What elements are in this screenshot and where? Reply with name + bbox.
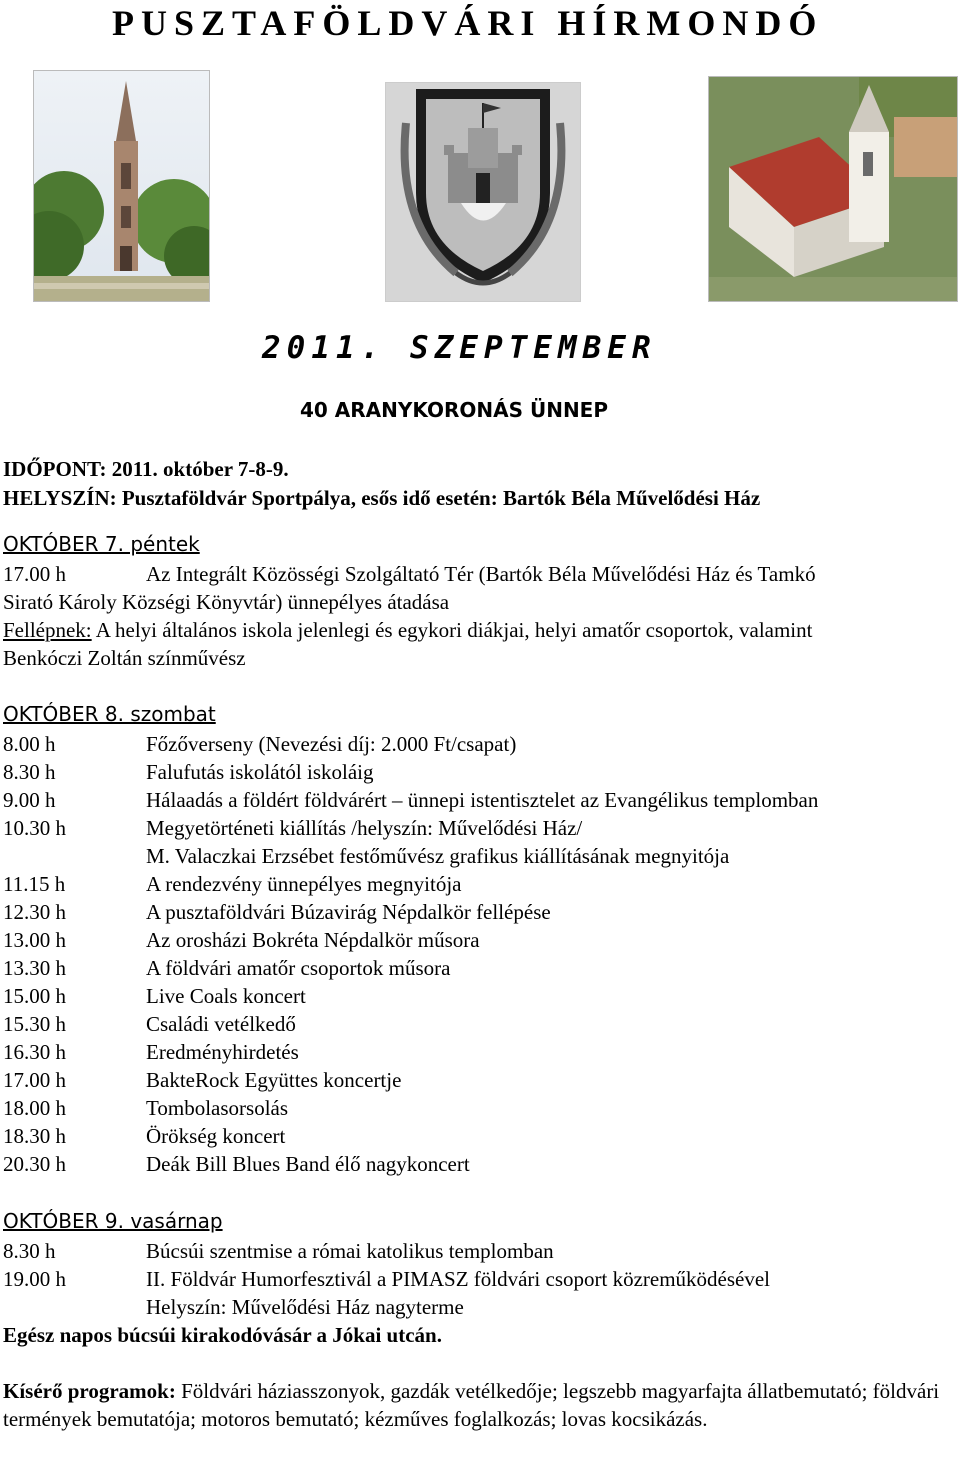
schedule-text: Falufutás iskolától iskoláig xyxy=(146,760,374,784)
schedule-time: 13.00 h xyxy=(3,928,66,952)
schedule-time: 18.00 h xyxy=(3,1096,66,1120)
date-heading: 2011. SZEPTEMBER xyxy=(262,330,657,366)
schedule-text: Az orosházi Bokréta Népdalkör műsora xyxy=(146,928,480,952)
schedule-time: 8.30 h xyxy=(3,1239,56,1263)
side-programs-text: Földvári háziasszonyok, gazdák vetélkedője; legszebb magyarfajta állatbemutató; földvári termények bemutatója; motoros bemutató; kézműves foglalkozás; lovas kocsikázás. xyxy=(3,1379,940,1431)
church-aerial-photo xyxy=(708,76,958,302)
schedule-row xyxy=(3,1094,288,1122)
schedule-text: A pusztaföldvári Búzavirág Népdalkör fellépése xyxy=(146,900,551,924)
fair-notice: Egész napos búcsúi kirakodóvásár a Jókai utcán. xyxy=(3,1323,442,1347)
schedule-time: 18.30 h xyxy=(3,1124,66,1148)
schedule-text: A rendezvény ünnepélyes megnyitója xyxy=(146,872,462,896)
side-programs-label: Kísérő programok: xyxy=(3,1379,176,1403)
schedule-text: Az Integrált Közösségi Szolgáltató Tér (Bartók Béla Művelődési Ház és Tamkó xyxy=(146,562,816,586)
day-heading-oct7: OKTÓBER 7. péntek xyxy=(3,532,200,556)
event-title: 40 ARANYKORONÁS ÜNNEP xyxy=(300,398,608,422)
performers-label: Fellépnek: xyxy=(3,618,92,642)
performers-text-cont: Benkóczi Zoltán színművész xyxy=(3,646,246,670)
performers-line xyxy=(3,616,812,644)
day-heading-oct9: OKTÓBER 9. vasárnap xyxy=(3,1209,223,1233)
schedule-row xyxy=(3,1150,470,1178)
schedule-row xyxy=(3,870,461,898)
church-tower-photo xyxy=(33,70,210,302)
schedule-time: 15.00 h xyxy=(3,984,66,1008)
schedule-row xyxy=(3,1122,285,1150)
schedule-row xyxy=(3,926,480,954)
schedule-text-cont: Sirató Károly Községi Könyvtár) ünnepélyes átadása xyxy=(3,590,450,614)
schedule-row xyxy=(3,730,516,758)
schedule-time: 15.30 h xyxy=(3,1012,66,1036)
schedule-text: Búcsúi szentmise a római katolikus templomban xyxy=(146,1239,554,1263)
schedule-text: Live Coals koncert xyxy=(146,984,306,1008)
schedule-time: 20.30 h xyxy=(3,1152,66,1176)
schedule-time: 11.15 h xyxy=(3,872,66,896)
schedule-text: Hálaadás a földért földvárért – ünnepi istentisztelet az Evangélikus templomban xyxy=(146,788,819,812)
event-date: IDŐPONT: 2011. október 7-8-9. xyxy=(3,457,289,481)
schedule-text: A földvári amatőr csoportok műsora xyxy=(146,956,451,980)
schedule-text: Deák Bill Blues Band élő nagykoncert xyxy=(146,1152,470,1176)
schedule-time: 8.00 h xyxy=(3,732,56,756)
schedule-row xyxy=(3,786,818,814)
schedule-time: 16.30 h xyxy=(3,1040,66,1064)
schedule-row xyxy=(3,842,729,870)
schedule-text: Megyetörténeti kiállítás /helyszín: Művelődési Ház/ xyxy=(146,816,583,840)
coat-of-arms xyxy=(385,82,581,302)
schedule-row xyxy=(3,1010,296,1038)
schedule-row xyxy=(3,1293,464,1321)
schedule-time: 17.00 h xyxy=(3,1068,66,1092)
schedule-text: II. Földvár Humorfesztivál a PIMASZ földvári csoport közreműködésével xyxy=(146,1267,771,1291)
newsletter-title: PUSZTAFÖLDVÁRI HÍRMONDÓ xyxy=(112,3,824,43)
schedule-row xyxy=(3,1237,554,1265)
schedule-text: Helyszín: Művelődési Ház nagyterme xyxy=(146,1295,464,1319)
schedule-row xyxy=(3,1066,401,1094)
schedule-time: 19.00 h xyxy=(3,1267,66,1291)
schedule-time: 17.00 h xyxy=(3,562,66,586)
schedule-row xyxy=(3,1038,299,1066)
schedule-text: M. Valaczkai Erzsébet festőművész grafikus kiállításának megnyitója xyxy=(146,844,730,868)
schedule-row xyxy=(3,560,816,588)
schedule-text: Családi vetélkedő xyxy=(146,1012,296,1036)
schedule-row xyxy=(3,954,450,982)
schedule-text: Örökség koncert xyxy=(146,1124,286,1148)
schedule-time: 13.30 h xyxy=(3,956,66,980)
schedule-row xyxy=(3,982,306,1010)
schedule-text: Tombolasorsolás xyxy=(146,1096,289,1120)
schedule-row xyxy=(3,814,582,842)
schedule-time: 12.30 h xyxy=(3,900,66,924)
schedule-text: BakteRock Együttes koncertje xyxy=(146,1068,402,1092)
schedule-text: Eredményhirdetés xyxy=(146,1040,299,1064)
performers-text: A helyi általános iskola jelenlegi és egykori diákjai, helyi amatőr csoportok, valamint xyxy=(91,618,813,642)
day-heading-oct8: OKTÓBER 8. szombat xyxy=(3,702,216,726)
schedule-time: 10.30 h xyxy=(3,816,66,840)
schedule-text: Főzőverseny (Nevezési díj: 2.000 Ft/csapat) xyxy=(146,732,517,756)
schedule-time: 8.30 h xyxy=(3,760,56,784)
schedule-row xyxy=(3,758,373,786)
side-programs xyxy=(3,1377,953,1433)
schedule-time: 9.00 h xyxy=(3,788,56,812)
schedule-row xyxy=(3,1265,770,1293)
event-location: HELYSZÍN: Pusztaföldvár Sportpálya, esős idő esetén: Bartók Béla Művelődési Ház xyxy=(3,486,761,510)
schedule-row xyxy=(3,898,551,926)
